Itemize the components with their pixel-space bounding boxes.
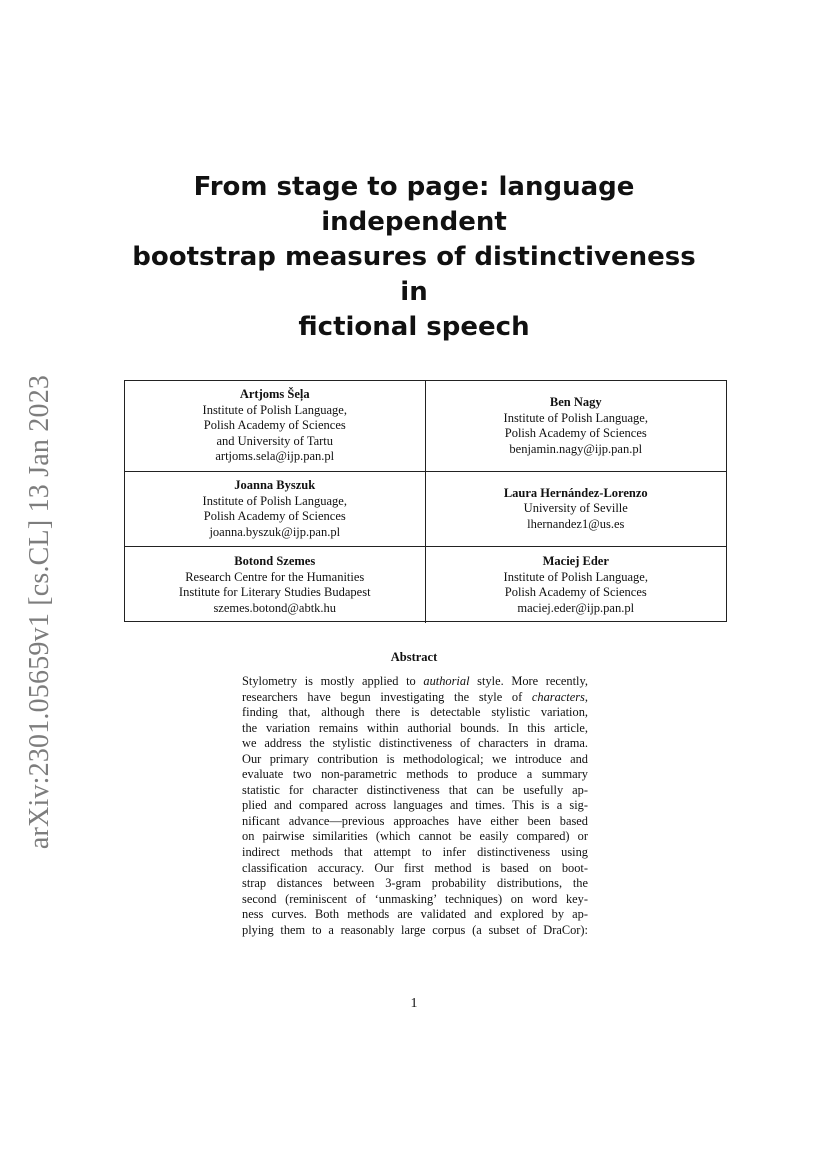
abstract-text: Stylometry is mostly applied to [242, 674, 424, 688]
title-line: bootstrap measures of distinctiveness in [132, 242, 696, 307]
abstract-emphasis: characters [531, 689, 585, 704]
author-affiliation: Research Centre for the Humanities [185, 569, 365, 584]
author-affiliation: University of Seville [523, 501, 628, 516]
author-name: Ben Nagy [549, 395, 602, 409]
abstract-text: style. More recently, [469, 674, 588, 688]
abstract-line: Our primary contribution is methodological; we introduce and [242, 751, 588, 766]
abstract-line: finding that, although there is detectable stylistic variation, [242, 705, 588, 720]
author-email: benjamin.nagy@ijp.pan.pl [509, 441, 643, 456]
abstract-line: ness curves. Both methods are validated and explored by ap- [242, 907, 588, 922]
page-number: 1 [410, 996, 418, 1011]
author-affiliation: Polish Academy of Sciences [504, 585, 647, 599]
author-cell-byszuk [125, 472, 426, 547]
arxiv-identifier-text: arXiv:2301.05659v1 [cs.CL] 13 Jan 2023 [24, 374, 55, 850]
abstract-line [242, 674, 588, 690]
abstract-line [242, 690, 588, 706]
author-affiliation: and University of Tartu [216, 433, 334, 448]
author-email: lhernandez1@us.es [527, 516, 625, 531]
author-cell-szemes [125, 547, 426, 623]
author-affiliation: Institute of Polish Language, [202, 402, 347, 417]
author-name: Joanna Byszuk [234, 478, 316, 492]
author-email: szemes.botond@abtk.hu [213, 600, 337, 615]
abstract-text: , [584, 689, 588, 704]
abstract-line: nificant advance—previous approaches have either been based [242, 813, 588, 828]
author-affiliation: Institute for Literary Studies Budapest [178, 585, 371, 599]
abstract-text: researchers have begun investigating the style of [242, 689, 532, 704]
author-name: Artjoms Šeļa [239, 387, 310, 402]
author-cell-eder [426, 547, 727, 623]
authors-table [124, 380, 727, 622]
abstract-line: evaluate two non-parametric methods to produce a summary [242, 767, 588, 782]
author-affiliation: Institute of Polish Language, [503, 410, 648, 425]
title-line: From stage to page: language independent [193, 172, 635, 237]
paper-title [118, 170, 710, 345]
author-cell-nagy [426, 381, 727, 472]
abstract-line: strap distances between 3-gram probability distributions, the [242, 876, 588, 891]
author-affiliation: Polish Academy of Sciences [504, 426, 647, 440]
title-line: fictional speech [298, 312, 530, 342]
author-affiliation: Polish Academy of Sciences [203, 509, 346, 523]
author-name: Maciej Eder [542, 554, 609, 568]
author-affiliation: Institute of Polish Language, [503, 569, 648, 584]
abstract-emphasis: authorial [423, 674, 470, 688]
abstract-heading: Abstract [390, 650, 438, 664]
abstract-line: on pairwise similarities (which cannot be easily compared) or [242, 829, 588, 844]
abstract-line: classification accuracy. Our first method is based on boot- [242, 860, 588, 875]
abstract-line: plied and compared across languages and times. This is a sig- [242, 798, 588, 813]
author-name: Botond Szemes [234, 554, 316, 568]
author-cell-sela [125, 381, 426, 472]
abstract-line: indirect methods that attempt to infer distinctiveness using [242, 845, 588, 860]
author-cell-hernandez-lorenzo [426, 472, 727, 547]
author-affiliation: Polish Academy of Sciences [203, 418, 346, 433]
abstract-line: second (reminiscent of ‘unmasking’ techniques) on word key- [242, 891, 588, 906]
author-email: maciej.eder@ijp.pan.pl [517, 600, 635, 615]
abstract-body [242, 674, 588, 938]
abstract-line: plying them to a reasonably large corpus (a subset of DraCor): [242, 922, 588, 937]
arxiv-identifier-stamp [20, 372, 60, 852]
abstract-line: statistic for character distinctiveness that can be usefully ap- [242, 782, 588, 797]
abstract-line: we address the stylistic distinctiveness of characters in drama. [242, 736, 588, 751]
abstract-line: the variation remains within authorial bounds. In this article, [242, 720, 588, 735]
author-email: artjoms.sela@ijp.pan.pl [215, 449, 335, 464]
author-affiliation: Institute of Polish Language, [202, 493, 347, 508]
author-email: joanna.byszuk@ijp.pan.pl [209, 524, 341, 539]
author-name: Laura Hernández-Lorenzo [503, 485, 648, 500]
